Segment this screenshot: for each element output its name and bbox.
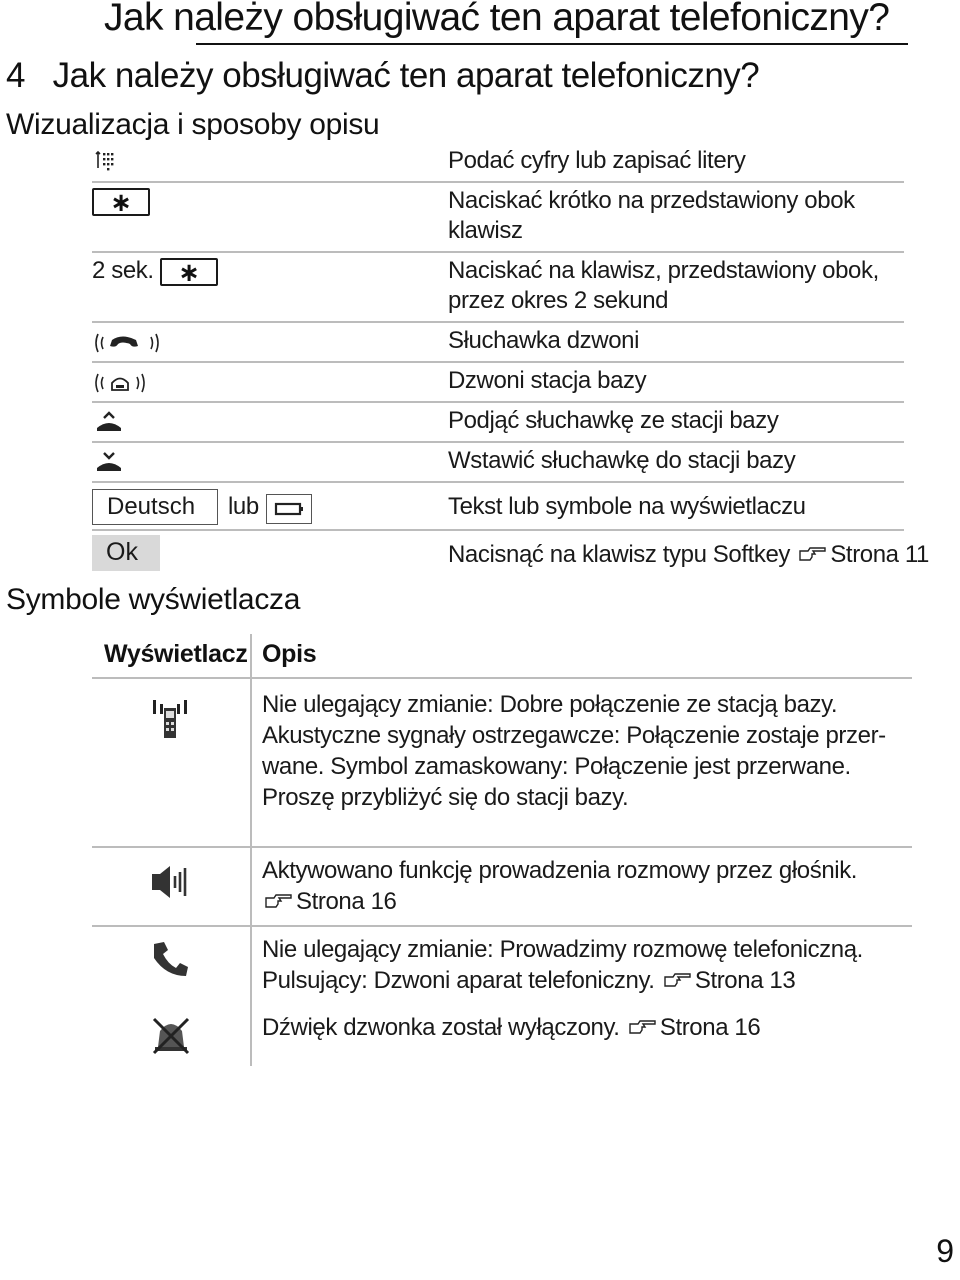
page-number: 9 [936, 1233, 954, 1269]
running-title-rule [196, 43, 908, 45]
legend-divider [92, 181, 904, 183]
legend-divider [92, 401, 904, 403]
speaker-icon [150, 862, 190, 902]
table-header-rule [92, 677, 912, 679]
section-heading-legend: Wizualizacja i sposoby opisu [6, 108, 380, 141]
page-reference: Strona 16 [296, 888, 397, 915]
signal-strength-icon [150, 696, 190, 742]
legend-divider [92, 321, 904, 323]
legend-text-softkey: Nacisnąć na klawisz typu Softkey Strona 11 [448, 541, 930, 568]
display-icon [266, 494, 312, 524]
page-reference: Strona 16 [659, 1014, 761, 1041]
star-key-icon: ∗ [160, 258, 218, 286]
page-reference: Strona 13 [694, 967, 796, 994]
chapter-title: Jak należy obsługiwać ten aparat telefoniczny? [52, 56, 760, 95]
pointing-hand-icon [628, 1015, 658, 1037]
table-description: Aktywowano funkcję prowadzenia rozmowy przez głośnik. Strona 16 [262, 857, 858, 915]
ringer-off-icon [150, 1015, 192, 1057]
legend-text-keypad: Podać cyfry lub zapisać litery [448, 147, 746, 174]
legend-text-handset-ringing: Słuchawka dzwoni [448, 327, 640, 354]
table-row-rule [92, 846, 912, 848]
chapter-heading [6, 56, 759, 96]
softkey-ok: Ok [92, 535, 160, 571]
legend-text-base-ringing: Dzwoni stacja bazy [448, 367, 647, 394]
legend-prefix-2sek: 2 sek. [92, 257, 154, 284]
legend-divider [92, 441, 904, 443]
table-description: Dźwięk dzwonka został wyłączony. Strona 16 [262, 1014, 761, 1041]
pointing-hand-icon [798, 543, 828, 565]
display-text-example: Deutsch [92, 489, 218, 525]
legend-divider [92, 361, 904, 363]
table-header-display: Wyświetlacz [104, 640, 248, 668]
base-ringing-icon [92, 370, 148, 396]
legend-text-lift-handset: Podjąć słuchawkę ze stacji bazy [448, 407, 779, 434]
place-handset-icon [94, 450, 124, 474]
legend-divider [92, 251, 904, 253]
table-description: Nie ulegający zmianie: Dobre połączenie ze stacją bazy. Akustyczne sygnały ostrzegawcze: Połączenie zostaje przer- wane. Symbol zamaskowany: Połączenie jest przerwane. Proszę przybliżyć się do stacji bazy. [262, 691, 886, 811]
legend-divider [92, 481, 904, 483]
section-heading-symbols: Symbole wyświetlacza [6, 583, 301, 616]
pointing-hand-icon [663, 968, 693, 990]
pointing-hand-icon [264, 889, 294, 911]
legend-divider [92, 529, 904, 531]
legend-text-display: Tekst lub symbole na wyświetlaczu [448, 493, 806, 520]
table-header-description: Opis [262, 640, 317, 668]
running-title: Jak należy obsługiwać ten aparat telefoniczny? [104, 0, 890, 39]
table-row-rule [92, 925, 912, 927]
lift-handset-icon [94, 410, 124, 434]
handset-ringing-icon [92, 330, 162, 356]
phone-call-icon [150, 938, 192, 978]
legend-or-text: lub [228, 493, 259, 520]
table-column-divider [250, 634, 252, 1066]
page-reference: Strona 11 [830, 541, 930, 568]
table-description: Nie ulegający zmianie: Prowadzimy rozmowę telefoniczną. Pulsujący: Dzwoni aparat telefoniczny. Strona 13 [262, 936, 863, 994]
legend-text-star-key: Naciskać krótko na przedstawiony obok klawisz [448, 187, 855, 244]
chapter-number: 4 [6, 56, 25, 95]
legend-text-place-handset: Wstawić słuchawkę do stacji bazy [448, 447, 796, 474]
star-key-icon: ∗ [92, 188, 150, 216]
legend-text-star-key-long: Naciskać na klawisz, przedstawiony obok, przez okres 2 sekund [448, 257, 879, 314]
keypad-icon [94, 150, 114, 172]
